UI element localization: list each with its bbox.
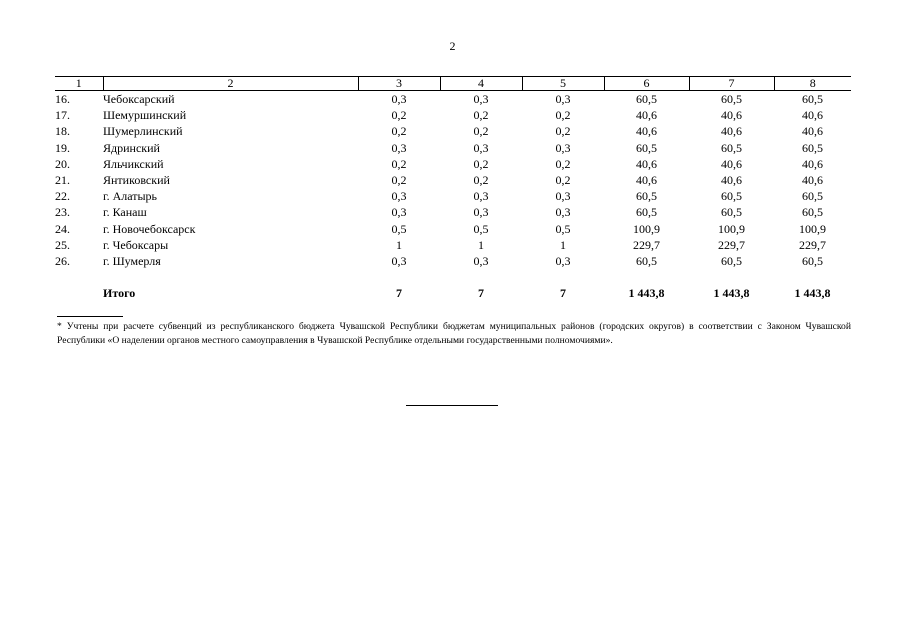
value-cell: 0,2: [473, 173, 489, 188]
value-cell: 0,3: [473, 92, 489, 107]
row-number: 23.: [55, 205, 70, 220]
end-line: [406, 405, 498, 406]
district-name: г. Чебоксары: [103, 237, 169, 252]
value-cell: 0,2: [555, 108, 571, 123]
value-cell: 0,5: [473, 221, 489, 236]
value-cell: 60,5: [802, 140, 823, 155]
value-cell: 229,7: [799, 237, 826, 252]
value-cell: 60,5: [636, 205, 657, 220]
column-header: 7: [689, 77, 774, 91]
table-row: [55, 221, 851, 237]
column-header: 1: [55, 77, 103, 91]
row-number: 25.: [55, 237, 70, 252]
value-cell: 40,6: [636, 156, 657, 171]
value-cell: 0,3: [473, 189, 489, 204]
value-cell: 40,6: [636, 173, 657, 188]
total-row: [55, 285, 851, 301]
table-row: [55, 237, 851, 253]
district-name: Ядринский: [103, 140, 160, 155]
value-cell: 40,6: [802, 173, 823, 188]
value-cell: 40,6: [721, 156, 742, 171]
value-cell: 0,2: [555, 173, 571, 188]
value-cell: 60,5: [636, 189, 657, 204]
value-cell: 0,3: [555, 92, 571, 107]
value-cell: 0,3: [555, 140, 571, 155]
table-body: [55, 91, 851, 302]
value-cell: 229,7: [718, 237, 745, 252]
row-number: 16.: [55, 92, 70, 107]
footnote: * Учтены при расчете субвенций из республиканского бюджета Чувашской Республики бюджетам муниципальных районов (городских округов) в соответствии с Законом Чувашской Республики «О наделении органов местного самоуправления в Чувашской Республике отдельными государственными полномочиями».: [57, 321, 851, 346]
value-cell: 0,2: [391, 173, 407, 188]
column-header: 8: [774, 77, 851, 91]
value-cell: 0,3: [473, 140, 489, 155]
value-cell: 60,5: [721, 189, 742, 204]
row-number: 24.: [55, 221, 70, 236]
total-value-cell: 1 443,8: [628, 286, 665, 301]
value-cell: 60,5: [802, 189, 823, 204]
footnote-separator: [57, 316, 123, 317]
value-cell: 0,2: [555, 156, 571, 171]
spacer-row: [55, 269, 851, 285]
value-cell: 0,2: [473, 124, 489, 139]
value-cell: 0,3: [473, 205, 489, 220]
value-cell: 1: [560, 237, 566, 252]
total-value-cell: 7: [396, 286, 402, 301]
value-cell: 40,6: [802, 156, 823, 171]
row-number: 19.: [55, 140, 70, 155]
value-cell: 60,5: [721, 205, 742, 220]
row-number: 22.: [55, 189, 70, 204]
value-cell: 1: [396, 237, 402, 252]
value-cell: 60,5: [636, 92, 657, 107]
district-name: Шемуршинский: [103, 108, 187, 123]
value-cell: 0,3: [391, 92, 407, 107]
value-cell: 0,3: [391, 189, 407, 204]
value-cell: 0,2: [391, 108, 407, 123]
column-header: 4: [440, 77, 522, 91]
value-cell: 0,3: [555, 205, 571, 220]
table-row: [55, 91, 851, 108]
table-row: [55, 188, 851, 204]
value-cell: 60,5: [802, 92, 823, 107]
value-cell: 60,5: [721, 140, 742, 155]
table-row: [55, 123, 851, 139]
value-cell: 0,3: [555, 253, 571, 268]
value-cell: 0,5: [391, 221, 407, 236]
value-cell: 0,3: [391, 205, 407, 220]
value-cell: 0,2: [391, 124, 407, 139]
value-cell: 40,6: [802, 108, 823, 123]
table-row: [55, 172, 851, 188]
total-value-cell: 1 443,8: [713, 286, 750, 301]
spacer-cell: [55, 269, 851, 285]
row-number: 18.: [55, 124, 70, 139]
value-cell: 100,9: [718, 221, 745, 236]
total-label: Итого: [103, 286, 136, 301]
table-row: [55, 140, 851, 156]
table-row: [55, 107, 851, 123]
total-value-cell: 7: [478, 286, 484, 301]
page-number: 2: [449, 39, 456, 53]
district-name: г. Новочебоксарск: [103, 221, 196, 236]
value-cell: 0,3: [391, 253, 407, 268]
subvention-table: [55, 76, 851, 301]
value-cell: 60,5: [802, 205, 823, 220]
value-cell: 1: [478, 237, 484, 252]
value-cell: 60,5: [636, 253, 657, 268]
row-number: 21.: [55, 173, 70, 188]
value-cell: 0,3: [473, 253, 489, 268]
value-cell: 100,9: [633, 221, 660, 236]
value-cell: 40,6: [721, 124, 742, 139]
value-cell: 0,5: [555, 221, 571, 236]
value-cell: 40,6: [721, 108, 742, 123]
total-number-cell: [55, 285, 103, 301]
row-number: 26.: [55, 253, 70, 268]
column-header: 5: [522, 77, 604, 91]
value-cell: 40,6: [721, 173, 742, 188]
value-cell: 60,5: [636, 140, 657, 155]
table-header-row: [55, 77, 851, 91]
value-cell: 0,2: [555, 124, 571, 139]
value-cell: 0,3: [555, 189, 571, 204]
column-header: 6: [604, 77, 689, 91]
total-value-cell: 1 443,8: [794, 286, 831, 301]
district-name: Яльчикский: [103, 156, 164, 171]
value-cell: 0,3: [391, 140, 407, 155]
value-cell: 229,7: [633, 237, 660, 252]
district-name: г. Шумерля: [103, 253, 161, 268]
total-value-cell: 7: [560, 286, 566, 301]
district-name: Янтиковский: [103, 173, 170, 188]
value-cell: 0,2: [391, 156, 407, 171]
value-cell: 40,6: [802, 124, 823, 139]
column-header: 3: [358, 77, 440, 91]
value-cell: 0,2: [473, 108, 489, 123]
value-cell: 40,6: [636, 124, 657, 139]
value-cell: 100,9: [799, 221, 826, 236]
table-row: [55, 253, 851, 269]
value-cell: 60,5: [721, 253, 742, 268]
table-row: [55, 156, 851, 172]
district-name: г. Канаш: [103, 205, 147, 220]
row-number: 17.: [55, 108, 70, 123]
value-cell: 60,5: [802, 253, 823, 268]
value-cell: 0,2: [473, 156, 489, 171]
value-cell: 60,5: [721, 92, 742, 107]
table-row: [55, 204, 851, 220]
column-header: 2: [103, 77, 358, 91]
row-number: 20.: [55, 156, 70, 171]
value-cell: 40,6: [636, 108, 657, 123]
district-name: г. Алатырь: [103, 189, 158, 204]
district-name: Чебоксарский: [103, 92, 175, 107]
district-name: Шумерлинский: [103, 124, 183, 139]
